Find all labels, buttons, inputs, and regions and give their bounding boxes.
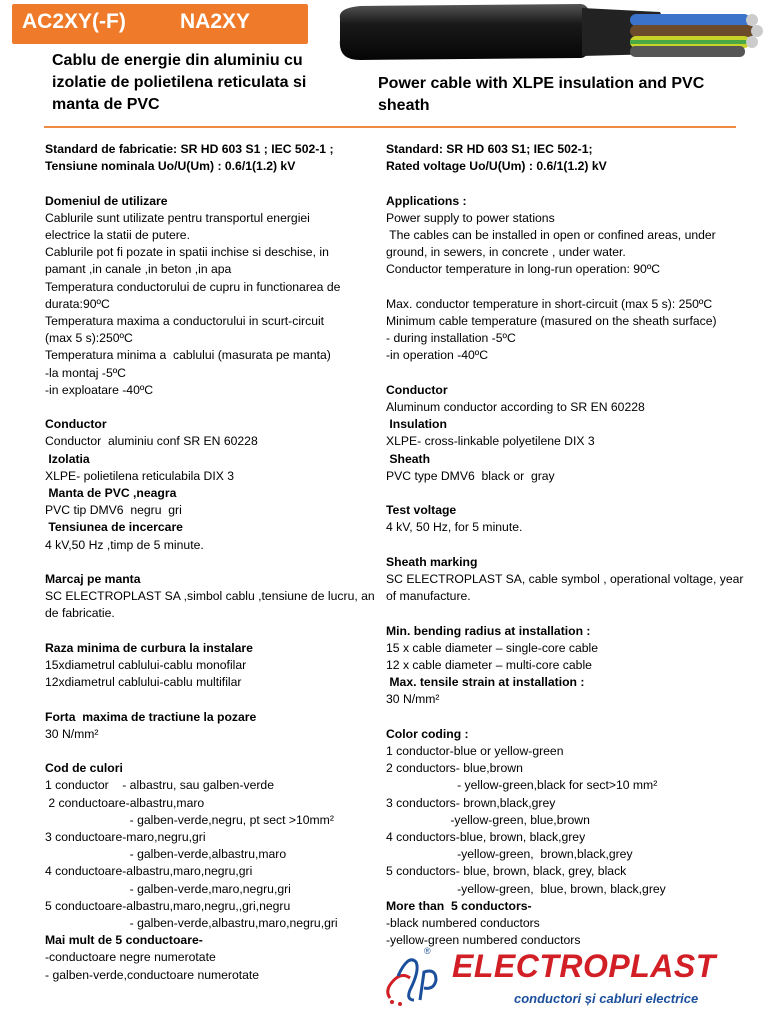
product-code-na2xy: NA2XY — [180, 10, 251, 33]
spec-line: - yellow-green,black for sect>10 mm² — [386, 778, 658, 793]
section-heading: Tensiune nominala Uo/U(Um) : 0.6/1(1.2) kV — [45, 159, 296, 174]
spec-line: -in exploatare -40ºC — [45, 382, 154, 397]
spec-line: Conductor temperature in long-run operation: 90ºC — [386, 262, 661, 277]
spec-line: PVC tip DMV6 negru gri — [45, 503, 182, 518]
section-heading: Conductor — [45, 417, 107, 432]
spec-line: PVC type DMV6 black or gray — [386, 468, 555, 483]
spec-line: 5 conductoare-albastru,maro,negru,,gri,negru — [45, 898, 291, 913]
section-heading: Forta maxima de tractiune la pozare — [45, 709, 257, 724]
brand-name: ELECTROPLAST — [452, 948, 716, 984]
spec-line: 5 conductors- blue, brown, black, grey, black — [386, 864, 627, 879]
section-heading: More than 5 conductors- — [386, 898, 532, 913]
spec-line: SC ELECTROPLAST SA ,simbol cablu ,tensiune de lucru, an — [45, 589, 375, 604]
spec-line: -in operation -40ºC — [386, 348, 489, 363]
spec-line: - galben-verde,negru, pt sect >10mm² — [45, 812, 334, 827]
spec-line — [386, 485, 746, 502]
spec-line: XLPE- cross-linkable polyetilene DIX 3 — [386, 434, 595, 449]
spec-line: 12 x cable diameter – multi-core cable — [386, 658, 592, 672]
header-bar — [12, 4, 308, 44]
divider — [44, 126, 736, 128]
spec-line: pamant ,in canale ,in beton ,in apa — [45, 262, 232, 277]
spec-line: -yellow-green, blue,brown — [386, 812, 590, 827]
spec-line: durata:90ºC — [45, 296, 110, 311]
spec-line: Aluminum conductor according to SR EN 60228 — [386, 400, 645, 414]
electroplast-logo — [380, 946, 736, 1010]
spec-line — [386, 605, 746, 622]
spec-line: 3 conductoare-maro,negru,gri — [45, 830, 206, 845]
spec-line: of manufacture. — [386, 589, 471, 604]
spec-line: 4 conductors-blue, brown, black,grey — [386, 830, 586, 845]
spec-line: de fabricatie. — [45, 606, 115, 621]
spec-line: -la montaj -5ºC — [45, 365, 126, 380]
spec-line — [386, 709, 746, 726]
cable-image — [330, 0, 768, 64]
section-heading: Insulation — [386, 417, 447, 432]
section-heading: Manta de PVC ,neagra — [45, 486, 177, 501]
section-heading: Max. tensile strain at installation : — [386, 675, 585, 690]
section-heading: Sheath marking — [386, 554, 478, 569]
intro-title-ro: Cablu de energie din aluminiu cu izolatie de polietilena reticulata si manta de PVC — [52, 52, 307, 113]
spec-line — [45, 175, 375, 192]
spec-line: (max 5 s):250ºC — [45, 331, 133, 346]
section-heading: Test voltage — [386, 503, 457, 518]
english-spec-column — [386, 141, 746, 949]
spec-line: Max. conductor temperature in short-circuit (max 5 s): 250ºC — [386, 296, 713, 311]
spec-line: 30 N/mm² — [386, 692, 440, 707]
spec-line: The cables can be installed in open or confined areas, under — [386, 228, 716, 242]
spec-line: ground, in sewers, in concrete , under water. — [386, 245, 626, 260]
spec-line — [45, 743, 375, 760]
section-heading: Sheath — [386, 451, 431, 466]
spec-line — [386, 365, 746, 382]
section-heading: Marcaj pe manta — [45, 572, 141, 587]
spec-line: SC ELECTROPLAST SA, cable symbol , operational voltage, year — [386, 572, 744, 586]
spec-line: electrice la statii de putere. — [45, 228, 190, 242]
spec-line: Conductor aluminiu conf SR EN 60228 — [45, 434, 258, 449]
spec-line: -yellow-green, brown,black,grey — [386, 847, 633, 862]
section-heading: Standard de fabricatie: SR HD 603 S1 ; IEC 502-1 ; — [45, 142, 334, 156]
spec-line: Temperatura minima a cablului (masurata pe manta) — [45, 348, 331, 363]
spec-line: -yellow-green, blue, brown, black,grey — [386, 881, 666, 896]
spec-line: - galben-verde,albastru,maro,negru,gri — [45, 916, 338, 931]
section-heading: Cod de culori — [45, 761, 123, 776]
spec-line: 2 conductors- blue,brown — [386, 761, 523, 776]
spec-line: - during installation -5ºC — [386, 331, 516, 346]
section-heading: Standard: SR HD 603 S1; IEC 502-1; — [386, 142, 593, 156]
section-heading: Min. bending radius at installation : — [386, 623, 591, 638]
elp-monogram-icon — [380, 950, 450, 1006]
spec-line: - galben-verde,conductoare numerotate — [45, 967, 260, 982]
spec-line: - galben-verde,maro,negru,gri — [45, 881, 291, 896]
spec-line: -yellow-green numbered conductors — [386, 933, 581, 948]
spec-line — [386, 175, 746, 192]
spec-line: Cablurile sunt utilizate pentru transportul energiei — [45, 210, 310, 225]
section-heading: Izolatia — [45, 451, 90, 466]
spec-line: 4 kV,50 Hz ,timp de 5 minute. — [45, 537, 204, 552]
spec-line — [45, 623, 375, 640]
spec-line: 15 x cable diameter – single-core cable — [386, 640, 599, 655]
spec-line: - galben-verde,albastru,maro — [45, 847, 287, 862]
spec-line: Temperatura maxima a conductorului in scurt-circuit — [45, 314, 325, 329]
section-heading: Applications : — [386, 193, 467, 208]
section-heading: Raza minima de curbura la instalare — [45, 640, 253, 655]
spec-line: 12xdiametrul cablului-cablu multifilar — [45, 675, 242, 690]
spec-line: Temperatura conductorului de cupru in functionarea de — [45, 279, 341, 294]
section-heading: Rated voltage Uo/U(Um) : 0.6/1(1.2) kV — [386, 159, 607, 174]
spec-line: Minimum cable temperature (masured on the sheath surface) — [386, 314, 717, 328]
product-code-ac2xy: AC2XY(-F) — [22, 10, 126, 33]
spec-line: 1 conductor - albastru, sau galben-verde — [45, 778, 274, 793]
spec-line — [45, 691, 375, 708]
intro-title-en: Power cable with XLPE insulation and PVC sheath — [378, 75, 705, 114]
section-heading: Mai mult de 5 conductoare- — [45, 933, 203, 948]
spec-line: Cablurile pot fi pozate in spatii inchise si deschise, in — [45, 245, 329, 260]
spec-line: -black numbered conductors — [386, 916, 540, 931]
spec-line: 30 N/mm² — [45, 726, 99, 741]
spec-line — [386, 537, 746, 554]
spec-line — [45, 399, 375, 416]
spec-line: XLPE- polietilena reticulabila DIX 3 — [45, 468, 235, 483]
spec-line — [386, 279, 746, 296]
section-heading: Domeniul de utilizare — [45, 193, 168, 208]
section-heading: Tensiunea de incercare — [45, 520, 183, 535]
section-heading: Conductor — [386, 382, 448, 397]
spec-line: 4 conductoare-albastru,maro,negru,gri — [45, 864, 253, 879]
romanian-spec-column — [45, 141, 375, 984]
spec-line: 1 conductor-blue or yellow-green — [386, 744, 564, 758]
brand-tagline: conductori și cabluri electrice — [514, 991, 699, 1006]
section-heading: Color coding : — [386, 726, 469, 741]
spec-line: 2 conductoare-albastru,maro — [45, 795, 205, 810]
spec-line: 3 conductors- brown,black,grey — [386, 795, 556, 810]
spec-line: 15xdiametrul cablului-cablu monofilar — [45, 658, 247, 673]
spec-line — [45, 554, 375, 571]
spec-line: -conductoare negre numerotate — [45, 950, 216, 965]
spec-line: 4 kV, 50 Hz, for 5 minute. — [386, 520, 523, 535]
spec-line: Power supply to power stations — [386, 210, 555, 225]
registered-mark: ® — [424, 946, 431, 956]
